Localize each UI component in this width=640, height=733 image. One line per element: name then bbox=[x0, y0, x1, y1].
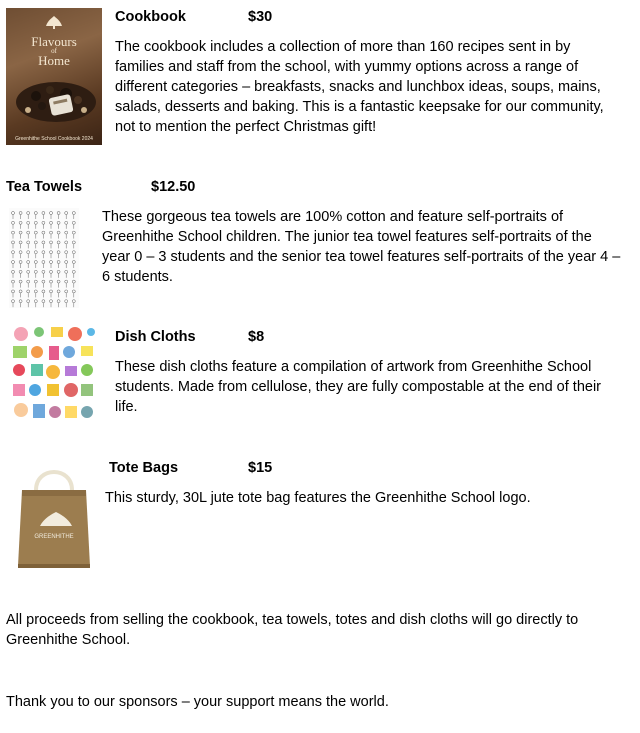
portrait-head-mark bbox=[65, 212, 68, 215]
cookbook-cover-image bbox=[6, 8, 102, 145]
portrait-head-mark bbox=[50, 241, 53, 244]
portrait-head-mark bbox=[50, 221, 53, 224]
portrait-head-mark bbox=[72, 300, 75, 303]
portrait-head-mark bbox=[57, 251, 60, 254]
totebag-logo-text: GREENHITHE bbox=[34, 534, 74, 540]
dishcloth-name: Dish Cloths bbox=[115, 329, 196, 345]
portrait-head-mark bbox=[50, 261, 53, 264]
portrait-head-mark bbox=[12, 280, 15, 283]
portrait-head-mark bbox=[42, 241, 45, 244]
food-photo-icon bbox=[6, 70, 102, 130]
portrait-head-mark bbox=[57, 231, 60, 234]
portrait-head-mark bbox=[42, 300, 45, 303]
portrait-head-mark bbox=[27, 241, 30, 244]
portrait-head-mark bbox=[72, 231, 75, 234]
portrait-head-mark bbox=[65, 261, 68, 264]
teatowel-description: These gorgeous tea towels are 100% cotton and feature self-portraits of Greenhithe School children. The junior tea towel features self-portraits of the year 0 – 3 students and the senior tea towel features self-portraits of the year 4 – 6 students. bbox=[102, 209, 621, 285]
portrait-head-mark bbox=[19, 241, 22, 244]
portrait-head-mark bbox=[65, 300, 68, 303]
portrait-head-mark bbox=[12, 290, 15, 293]
self-portraits-icon bbox=[9, 208, 79, 308]
portrait-head-mark bbox=[72, 280, 75, 283]
cookbook-cover-footer: Greenhithe School Cookbook 2024 bbox=[15, 136, 93, 142]
portrait-head-mark bbox=[65, 241, 68, 244]
teatowel-name: Tea Towels bbox=[6, 179, 83, 195]
portrait-head-mark bbox=[57, 221, 60, 224]
portrait-head-mark bbox=[27, 221, 30, 224]
portrait-head-mark bbox=[12, 261, 15, 264]
portrait-head-mark bbox=[19, 280, 22, 283]
portrait-head-mark bbox=[65, 270, 68, 273]
portrait-head-mark bbox=[34, 221, 37, 224]
portrait-head-mark bbox=[42, 270, 45, 273]
portrait-head-mark bbox=[27, 280, 30, 283]
portrait-head-mark bbox=[65, 280, 68, 283]
cover-title-line: of bbox=[51, 47, 57, 55]
portrait-head-mark bbox=[65, 251, 68, 254]
portrait-head-mark bbox=[12, 212, 15, 215]
portrait-head-mark bbox=[12, 241, 15, 244]
portrait-head-mark bbox=[12, 270, 15, 273]
portrait-head-mark bbox=[50, 212, 53, 215]
totebag-description: This sturdy, 30L jute tote bag features the Greenhithe School logo. bbox=[105, 490, 531, 506]
portrait-head-mark bbox=[34, 241, 37, 244]
school-logo-icon bbox=[44, 14, 64, 30]
portrait-head-mark bbox=[19, 270, 22, 273]
portrait-head-mark bbox=[72, 221, 75, 224]
dishcloth-image bbox=[9, 324, 97, 424]
portrait-head-mark bbox=[42, 251, 45, 254]
portrait-head-mark bbox=[27, 212, 30, 215]
portrait-head-mark bbox=[12, 300, 15, 303]
portrait-head-mark bbox=[50, 251, 53, 254]
portrait-head-mark bbox=[72, 261, 75, 264]
portrait-head-mark bbox=[27, 231, 30, 234]
portrait-head-mark bbox=[27, 270, 30, 273]
cookbook-price: $30 bbox=[248, 9, 273, 25]
portrait-head-mark bbox=[72, 251, 75, 254]
cookbook-cover-title bbox=[6, 36, 102, 67]
totebag-price: $15 bbox=[248, 460, 273, 476]
portrait-head-mark bbox=[57, 290, 60, 293]
portrait-head-mark bbox=[50, 290, 53, 293]
portrait-head-mark bbox=[72, 241, 75, 244]
portrait-head-mark bbox=[19, 261, 22, 264]
portrait-head-mark bbox=[34, 261, 37, 264]
dishcloth-description: These dish cloths feature a compilation of artwork from Greenhithe School students. Made from cellulose, they are fully compostable at the end of their life. bbox=[115, 359, 602, 415]
portrait-head-mark bbox=[72, 212, 75, 215]
portrait-head-mark bbox=[57, 280, 60, 283]
teatowel-image bbox=[9, 208, 79, 308]
portrait-head-mark bbox=[50, 231, 53, 234]
portrait-head-mark bbox=[42, 231, 45, 234]
cover-title-line: Home bbox=[38, 53, 70, 68]
portrait-head-mark bbox=[57, 241, 60, 244]
portrait-head-mark bbox=[72, 270, 75, 273]
portrait-head-mark bbox=[42, 290, 45, 293]
portrait-head-mark bbox=[57, 300, 60, 303]
portrait-head-mark bbox=[34, 290, 37, 293]
portrait-head-mark bbox=[27, 261, 30, 264]
portrait-head-mark bbox=[19, 251, 22, 254]
portrait-head-mark bbox=[57, 261, 60, 264]
teatowel-price: $12.50 bbox=[151, 179, 196, 195]
portrait-head-mark bbox=[19, 212, 22, 215]
portrait-head-mark bbox=[27, 290, 30, 293]
portrait-head-mark bbox=[57, 270, 60, 273]
portrait-head-mark bbox=[65, 231, 68, 234]
portrait-head-mark bbox=[34, 251, 37, 254]
portrait-head-mark bbox=[27, 300, 30, 303]
dishcloth-price: $8 bbox=[248, 329, 265, 345]
portrait-head-mark bbox=[27, 251, 30, 254]
portrait-head-mark bbox=[19, 231, 22, 234]
portrait-head-mark bbox=[19, 300, 22, 303]
portrait-head-mark bbox=[42, 280, 45, 283]
portrait-head-mark bbox=[12, 251, 15, 254]
totebag-image bbox=[14, 460, 94, 570]
portrait-head-mark bbox=[34, 212, 37, 215]
cover-title-line: Flavours bbox=[31, 34, 77, 49]
cookbook-name: Cookbook bbox=[115, 9, 186, 25]
portrait-head-mark bbox=[50, 270, 53, 273]
portrait-head-mark bbox=[65, 290, 68, 293]
portrait-head-mark bbox=[19, 221, 22, 224]
cookbook-description: The cookbook includes a collection of more than 160 recipes sent in by families and staff from the school, with yummy options across a range of different categories – breakfasts, snacks and lunchbox ideas, soups, mains, salads, desserts and baking. This is a fantastic keepsake for our community, not to mention the perfect Christmas gift! bbox=[115, 39, 604, 135]
proceeds-note: All proceeds from selling the cookbook, tea towels, totes and dish cloths will go directly to Greenhithe School. bbox=[6, 612, 579, 648]
totebag-name: Tote Bags bbox=[109, 460, 179, 476]
sponsors-thanks: Thank you to our sponsors – your support means the world. bbox=[6, 694, 389, 710]
portrait-head-mark bbox=[34, 270, 37, 273]
portrait-head-mark bbox=[42, 221, 45, 224]
portrait-head-mark bbox=[34, 300, 37, 303]
portrait-head-mark bbox=[65, 221, 68, 224]
portrait-head-mark bbox=[12, 231, 15, 234]
portrait-head-mark bbox=[12, 221, 15, 224]
portrait-head-mark bbox=[72, 290, 75, 293]
portrait-head-mark bbox=[42, 212, 45, 215]
portrait-head-mark bbox=[50, 280, 53, 283]
portrait-head-mark bbox=[34, 231, 37, 234]
artwork-compilation-icon bbox=[9, 324, 97, 424]
portrait-head-mark bbox=[57, 212, 60, 215]
portrait-head-mark bbox=[42, 261, 45, 264]
jute-tote-bag-icon bbox=[14, 460, 94, 570]
portrait-head-mark bbox=[34, 280, 37, 283]
portrait-head-mark bbox=[19, 290, 22, 293]
portrait-head-mark bbox=[50, 300, 53, 303]
